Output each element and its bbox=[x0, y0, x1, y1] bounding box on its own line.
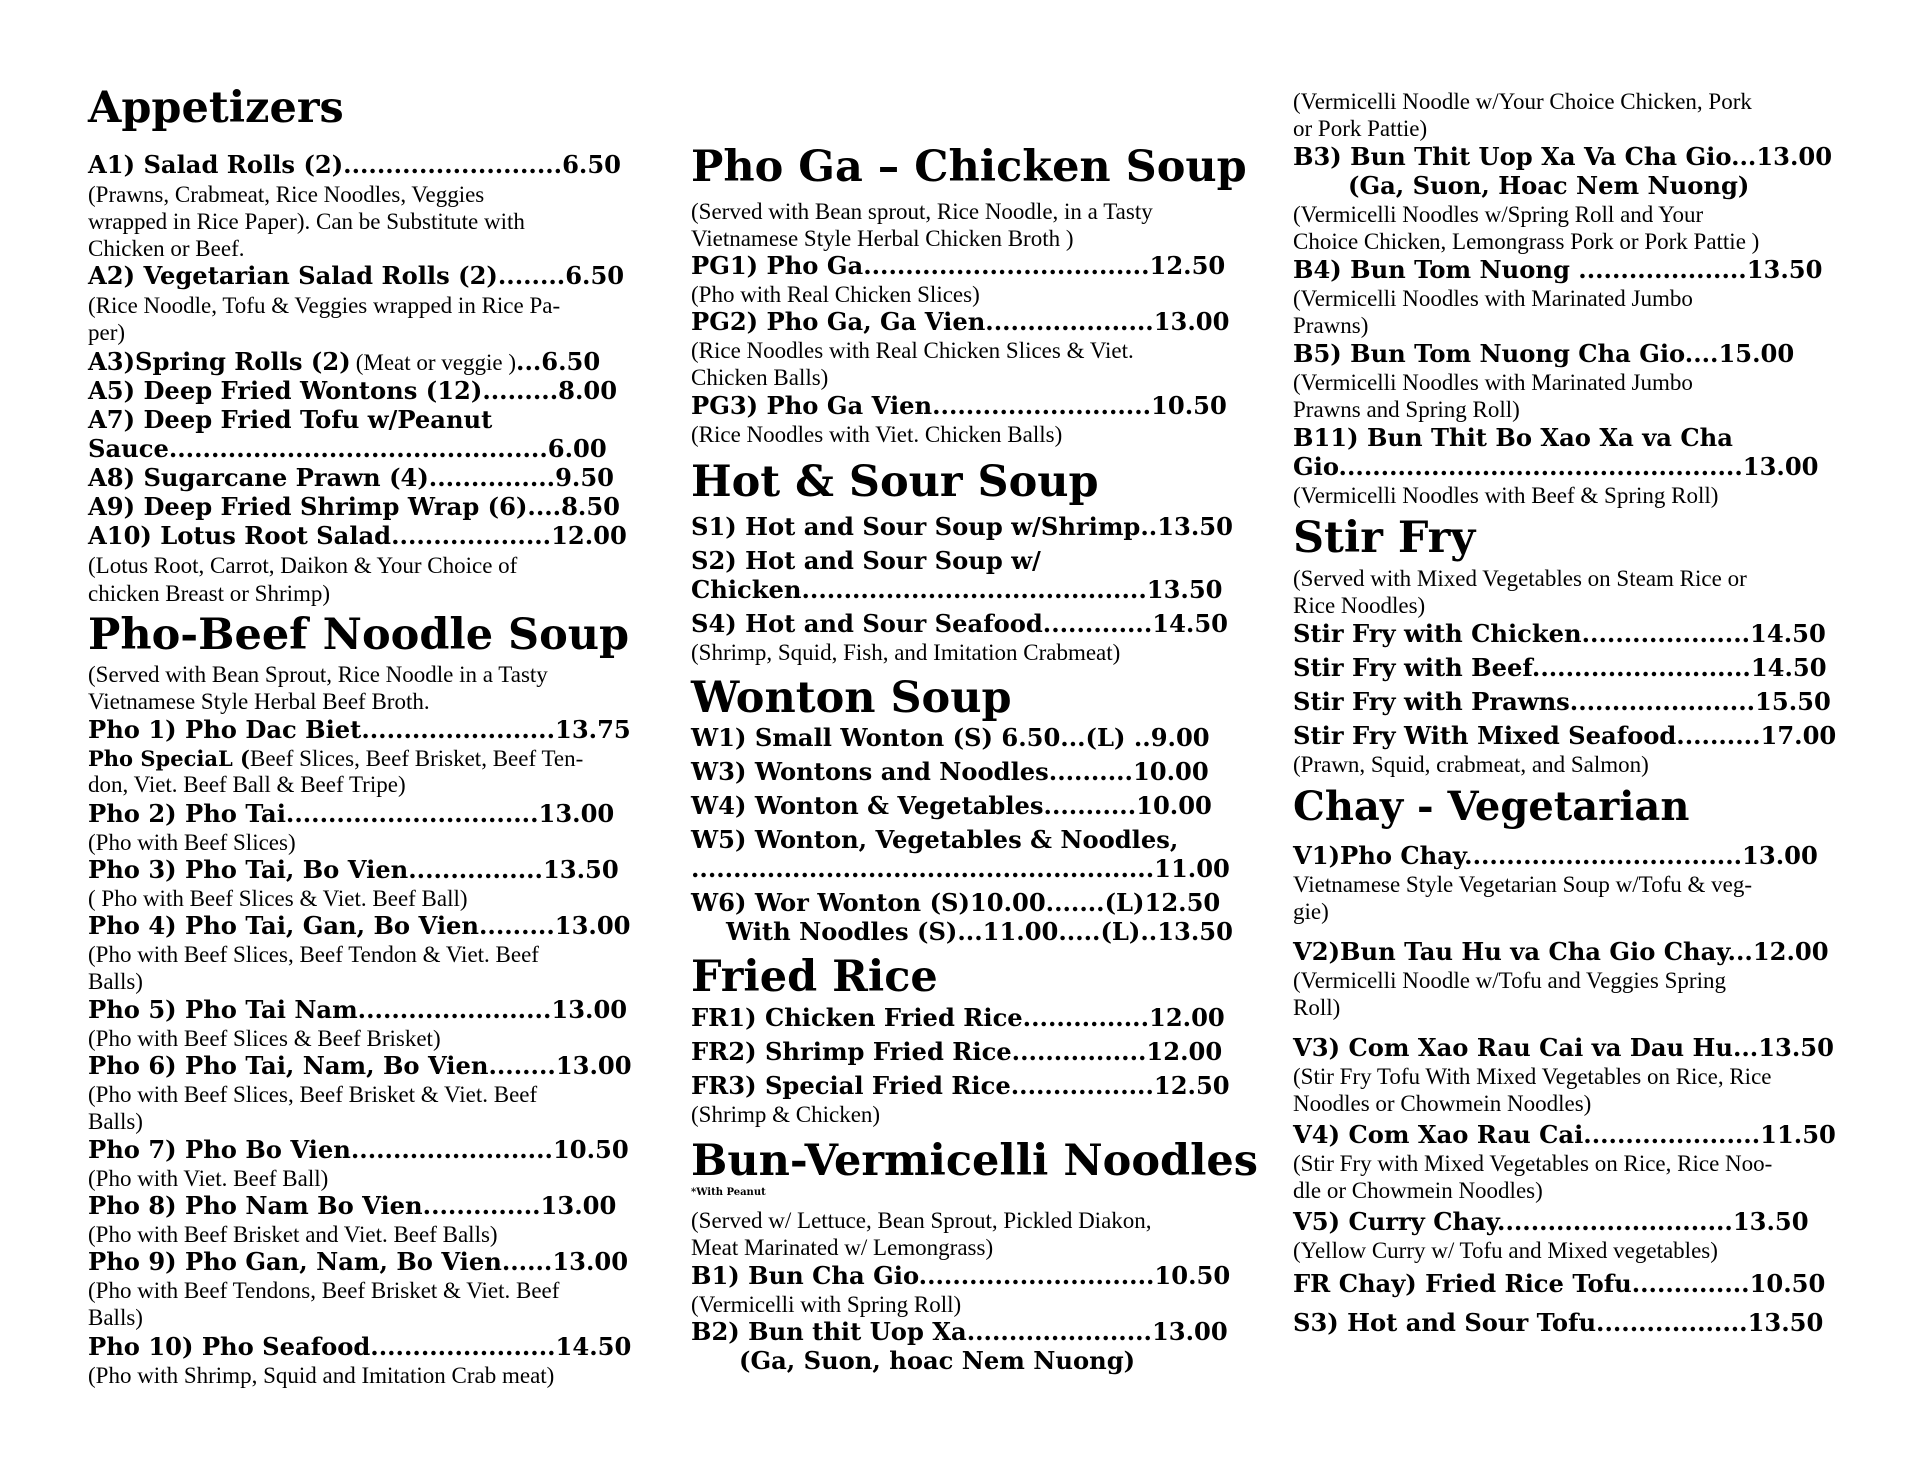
menu-item-b5-desc: Prawns and Spring Roll) bbox=[1293, 397, 1520, 422]
menu-item-pho-2-desc: (Pho with Beef Slices) bbox=[88, 830, 296, 855]
menu-item-a3-note: (Meat or veggie ) bbox=[355, 350, 517, 375]
menu-item-stir-fry-seafood: Stir Fry With Mixed Seafood..........17.00 bbox=[1293, 721, 1837, 750]
menu-item-v3-desc: (Stir Fry Tofu With Mixed Vegetables on Rice, Rice bbox=[1293, 1064, 1772, 1089]
pho-beef-intro: Vietnamese Style Herbal Beef Broth. bbox=[88, 689, 430, 714]
menu-item-pho-1: Pho 1) Pho Dac Biet.......................13.75 bbox=[88, 715, 631, 744]
menu-item-fr3-desc: (Shrimp & Chicken) bbox=[691, 1102, 881, 1127]
menu-item-v3: V3) Com Xao Rau Cai va Dau Hu...13.50 bbox=[1293, 1033, 1834, 1062]
menu-item-pho-3: Pho 3) Pho Tai, Bo Vien................13.50 bbox=[88, 855, 619, 884]
menu-item-b1: B1) Bun Cha Gio............................10.50 bbox=[691, 1261, 1231, 1290]
menu-item-a3-price: ...6.50 bbox=[516, 347, 601, 376]
menu-item-w5: .......................................................11.00 bbox=[691, 854, 1230, 883]
menu-item-a1: A1) Salad Rolls (2)..........................6.50 bbox=[88, 150, 622, 179]
menu-item-b2-sub: (Ga, Suon, hoac Nem Nuong) bbox=[739, 1346, 1136, 1375]
stir-fry-intro: (Served with Mixed Vegetables on Steam Rice or bbox=[1293, 566, 1747, 591]
menu-item-v4: V4) Com Xao Rau Cai.....................11.50 bbox=[1293, 1120, 1836, 1149]
bun-intro: (Served w/ Lettuce, Bean Sprout, Pickled Diakon, bbox=[691, 1208, 1152, 1233]
menu-item-w3: W3) Wontons and Noodles..........10.00 bbox=[691, 757, 1209, 786]
menu-item-b3-sub: (Ga, Suon, Hoac Nem Nuong) bbox=[1348, 171, 1750, 200]
menu-item-w4: W4) Wonton & Vegetables...........10.00 bbox=[691, 791, 1212, 820]
menu-item-pho-10: Pho 10) Pho Seafood......................14.50 bbox=[88, 1332, 632, 1361]
menu-item-stir-fry-prawns: Stir Fry with Prawns......................15.50 bbox=[1293, 687, 1831, 716]
menu-item-v1-desc: Vietnamese Style Vegetarian Soup w/Tofu & veg- bbox=[1293, 872, 1753, 897]
menu-item-b4: B4) Bun Tom Nuong ....................13.50 bbox=[1293, 255, 1823, 284]
menu-item-a5: A5) Deep Fried Wontons (12).........8.00 bbox=[88, 376, 618, 405]
menu-item-s3: S3) Hot and Sour Tofu..................13.50 bbox=[1293, 1308, 1824, 1337]
menu-item-v2-desc: (Vermicelli Noodle w/Tofu and Veggies Spring bbox=[1293, 968, 1726, 993]
menu-item-b11: B11) Bun Thit Bo Xao Xa va Cha bbox=[1293, 423, 1733, 452]
menu-item-pg2-desc: (Rice Noodles with Real Chicken Slices & Viet. bbox=[691, 338, 1134, 363]
menu-item-a9: A9) Deep Fried Shrimp Wrap (6)....8.50 bbox=[88, 492, 620, 521]
menu-item-b1-desc: (Vermicelli with Spring Roll) bbox=[691, 1292, 962, 1317]
menu-item-a3-name: A3)Spring Rolls (2) bbox=[88, 347, 351, 376]
menu-item-a7: Sauce.............................................6.00 bbox=[88, 434, 607, 463]
chay-heading: Chay - Vegetarian bbox=[1293, 783, 1690, 830]
menu-item-b3: B3) Bun Thit Uop Xa Va Cha Gio...13.00 bbox=[1293, 142, 1833, 171]
menu-item-b4-desc: (Vermicelli Noodles with Marinated Jumbo bbox=[1293, 286, 1693, 311]
menu-item-pho-9-desc: (Pho with Beef Tendons, Beef Brisket & Viet. Beef bbox=[88, 1278, 560, 1303]
menu-item-a8: A8) Sugarcane Prawn (4)...............9.50 bbox=[88, 463, 615, 492]
menu-item-v2-desc: Roll) bbox=[1293, 995, 1341, 1020]
menu-item-a2: A2) Vegetarian Salad Rolls (2)........6.50 bbox=[88, 261, 625, 290]
stir-fry-heading: Stir Fry bbox=[1293, 513, 1476, 563]
menu-item-pho-6: Pho 6) Pho Tai, Nam, Bo Vien........13.00 bbox=[88, 1051, 632, 1080]
menu-item-b4-desc: Prawns) bbox=[1293, 313, 1369, 338]
menu-item-v5: V5) Curry Chay............................13.50 bbox=[1293, 1207, 1809, 1236]
menu-item-fr1: FR1) Chicken Fried Rice...............12.00 bbox=[691, 1003, 1225, 1032]
menu-item-pg1-desc: (Pho with Real Chicken Slices) bbox=[691, 282, 980, 307]
menu-item-pg1: PG1) Pho Ga..................................12.50 bbox=[691, 251, 1226, 280]
menu-item-b2-desc: (Vermicelli Noodle w/Your Choice Chicken, Pork bbox=[1293, 89, 1752, 114]
pho-ga-intro: (Served with Bean sprout, Rice Noodle, in a Tasty bbox=[691, 199, 1153, 224]
menu-item-s2: Chicken.........................................13.50 bbox=[691, 575, 1223, 604]
menu-item-fr2: FR2) Shrimp Fried Rice................12.00 bbox=[691, 1037, 1223, 1066]
menu-item-pg2-desc: Chicken Balls) bbox=[691, 365, 829, 390]
menu-item-a1-desc: Chicken or Beef. bbox=[88, 236, 245, 261]
menu-item-pho-9-desc: Balls) bbox=[88, 1305, 143, 1330]
menu-item-pho-4-desc: Balls) bbox=[88, 969, 143, 994]
bun-peanut-note: *With Peanut bbox=[691, 1187, 766, 1198]
fried-rice-heading: Fried Rice bbox=[691, 952, 938, 1002]
menu-item-pho-8-desc: (Pho with Beef Brisket and Viet. Beef Balls) bbox=[88, 1222, 498, 1247]
menu-item-a7: A7) Deep Fried Tofu w/Peanut bbox=[88, 405, 493, 434]
menu-item-b2: B2) Bun thit Uop Xa......................13.00 bbox=[691, 1317, 1228, 1346]
menu-item-b5-desc: (Vermicelli Noodles with Marinated Jumbo bbox=[1293, 370, 1693, 395]
menu-item-pho-4-desc: (Pho with Beef Slices, Beef Tendon & Viet. Beef bbox=[88, 942, 539, 967]
menu-item-pho-6-desc: Balls) bbox=[88, 1109, 143, 1134]
menu-item-pho-6-desc: (Pho with Beef Slices, Beef Brisket & Viet. Beef bbox=[88, 1082, 538, 1107]
menu-item-v1-desc: gie) bbox=[1293, 899, 1329, 924]
menu-item-stir-fry-seafood-desc: (Prawn, Squid, crabmeat, and Salmon) bbox=[1293, 752, 1649, 777]
menu-item-a1-desc: wrapped in Rice Paper). Can be Substitute with bbox=[88, 209, 525, 234]
menu-item-pho-10-desc: (Pho with Shrimp, Squid and Imitation Crab meat) bbox=[88, 1363, 555, 1388]
menu-item-pho-9: Pho 9) Pho Gan, Nam, Bo Vien......13.00 bbox=[88, 1247, 629, 1276]
bun-intro: Meat Marinated w/ Lemongrass) bbox=[691, 1235, 994, 1260]
menu-item-pg3-desc: (Rice Noodles with Viet. Chicken Balls) bbox=[691, 422, 1063, 447]
menu-item-a2-desc: per) bbox=[88, 320, 126, 345]
menu-item-a1-desc: (Prawns, Crabmeat, Rice Noodles, Veggies bbox=[88, 182, 485, 207]
menu-item-a10-desc: chicken Breast or Shrimp) bbox=[88, 581, 331, 606]
menu-item-b5: B5) Bun Tom Nuong Cha Gio....15.00 bbox=[1293, 339, 1795, 368]
menu-item-pg3: PG3) Pho Ga Vien..........................10.50 bbox=[691, 391, 1227, 420]
menu-item-s2: S2) Hot and Sour Soup w/ bbox=[691, 546, 1041, 575]
menu-item-pho-2: Pho 2) Pho Tai..............................13.00 bbox=[88, 799, 615, 828]
menu-item-b11: Gio................................................13.00 bbox=[1293, 452, 1819, 481]
menu-item-pho-1-special bbox=[88, 745, 583, 774]
menu-item-a10: A10) Lotus Root Salad...................12.00 bbox=[88, 521, 627, 550]
menu-item-v3-desc: Noodles or Chowmein Noodles) bbox=[1293, 1091, 1592, 1116]
pho-special-desc-2: don, Viet. Beef Ball & Beef Tripe) bbox=[88, 772, 406, 797]
pho-beef-intro: (Served with Bean Sprout, Rice Noodle in a Tasty bbox=[88, 662, 548, 687]
menu-item-w5: W5) Wonton, Vegetables & Noodles, bbox=[691, 825, 1179, 854]
menu-item-pho-7: Pho 7) Pho Bo Vien........................10.50 bbox=[88, 1135, 629, 1164]
pho-beef-heading: Pho-Beef Noodle Soup bbox=[88, 610, 630, 660]
menu-item-pho-5-desc: (Pho with Beef Slices & Beef Brisket) bbox=[88, 1026, 441, 1051]
menu-item-fr3: FR3) Special Fried Rice.................12.50 bbox=[691, 1071, 1230, 1100]
menu-item-b2-desc: or Pork Pattie) bbox=[1293, 116, 1428, 141]
appetizers-heading: Appetizers bbox=[88, 83, 344, 133]
pho-ga-intro: Vietnamese Style Herbal Chicken Broth ) bbox=[691, 226, 1074, 251]
menu-item-pho-4: Pho 4) Pho Tai, Gan, Bo Vien.........13.00 bbox=[88, 911, 631, 940]
menu-item-w6: W6) Wor Wonton (S)10.00.......(L)12.50 bbox=[691, 888, 1221, 917]
menu-item-w6: With Noodles (S)...11.00.....(L)..13.50 bbox=[726, 917, 1233, 946]
menu-item-fr-chay: FR Chay) Fried Rice Tofu..............10.50 bbox=[1293, 1269, 1826, 1298]
menu-item-v4-desc: (Stir Fry with Mixed Vegetables on Rice, Rice Noo- bbox=[1293, 1151, 1773, 1176]
menu-item-b11-desc: (Vermicelli Noodles with Beef & Spring Roll) bbox=[1293, 483, 1719, 508]
hot-sour-heading: Hot & Sour Soup bbox=[691, 457, 1099, 507]
bun-heading: Bun-Vermicelli Noodles bbox=[691, 1136, 1258, 1186]
menu-item-pho-8: Pho 8) Pho Nam Bo Vien..............13.00 bbox=[88, 1191, 617, 1220]
menu-item-stir-fry-beef: Stir Fry with Beef..........................14.50 bbox=[1293, 653, 1827, 682]
pho-ga-heading: Pho Ga – Chicken Soup bbox=[691, 142, 1247, 192]
menu-item-pho-7-desc: (Pho with Viet. Beef Ball) bbox=[88, 1166, 329, 1191]
menu-item-v5-desc: (Yellow Curry w/ Tofu and Mixed vegetables) bbox=[1293, 1238, 1718, 1263]
menu-item-stir-fry-chicken: Stir Fry with Chicken....................14.50 bbox=[1293, 619, 1826, 648]
menu-item-a2-desc: (Rice Noodle, Tofu & Veggies wrapped in Rice Pa- bbox=[88, 293, 561, 318]
menu-item-a3 bbox=[88, 348, 600, 379]
menu-item-v1: V1)Pho Chay.................................13.00 bbox=[1293, 841, 1818, 870]
wonton-heading: Wonton Soup bbox=[691, 673, 1012, 723]
menu-item-v4-desc: dle or Chowmein Noodles) bbox=[1293, 1178, 1543, 1203]
menu-item-b3-desc: Choice Chicken, Lemongrass Pork or Pork Pattie ) bbox=[1293, 229, 1760, 254]
menu-item-pg2: PG2) Pho Ga, Ga Vien....................13.00 bbox=[691, 307, 1230, 336]
stir-fry-intro: Rice Noodles) bbox=[1293, 593, 1426, 618]
menu-item-a10-desc: (Lotus Root, Carrot, Daikon & Your Choice of bbox=[88, 553, 518, 578]
menu-item-pho-5: Pho 5) Pho Tai Nam.......................13.00 bbox=[88, 995, 628, 1024]
menu-item-b3-desc: (Vermicelli Noodles w/Spring Roll and Your bbox=[1293, 202, 1704, 227]
pho-special-desc: Beef Slices, Beef Brisket, Beef Ten- bbox=[249, 746, 584, 771]
pho-special-label: Pho SpeciaL ( bbox=[88, 746, 250, 771]
menu-item-pho-3-desc: ( Pho with Beef Slices & Viet. Beef Ball) bbox=[88, 886, 468, 911]
menu-item-w1: W1) Small Wonton (S) 6.50...(L) ..9.00 bbox=[691, 723, 1210, 752]
menu-item-v2: V2)Bun Tau Hu va Cha Gio Chay...12.00 bbox=[1293, 937, 1829, 966]
menu-item-s4: S4) Hot and Sour Seafood.............14.50 bbox=[691, 609, 1229, 638]
menu-item-s1: S1) Hot and Sour Soup w/Shrimp..13.50 bbox=[691, 512, 1233, 541]
menu-item-s4-desc: (Shrimp, Squid, Fish, and Imitation Crabmeat) bbox=[691, 640, 1121, 665]
